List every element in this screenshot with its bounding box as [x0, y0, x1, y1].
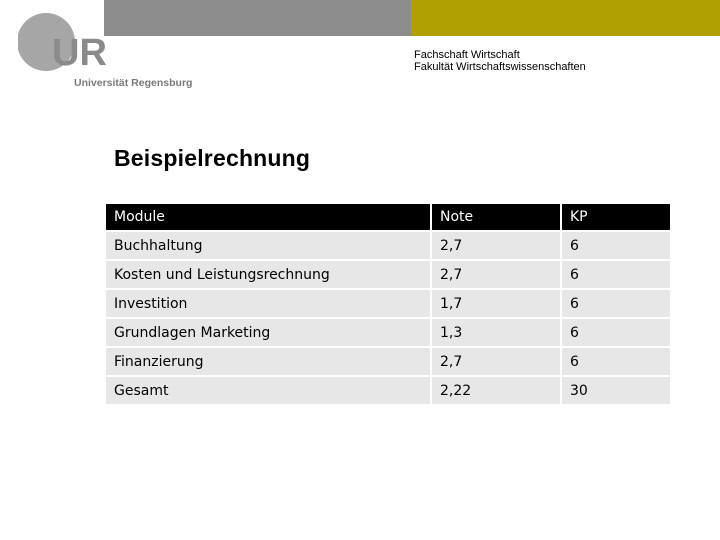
header-bar-olive [411, 0, 720, 36]
kp-cell: 6 [562, 261, 670, 288]
faculty-info [414, 49, 586, 73]
kp-cell: 6 [562, 319, 670, 346]
page-title: Beispielrechnung [114, 145, 311, 171]
module-cell: Grundlagen Marketing [106, 319, 432, 346]
module-cell: Finanzierung [106, 348, 432, 375]
module-cell: Buchhaltung [106, 232, 432, 259]
kp-cell: 6 [562, 232, 670, 259]
note-cell: 2,7 [432, 232, 562, 259]
kp-cell: 6 [562, 348, 670, 375]
column-header-kp: KP [562, 204, 670, 230]
university-name: Universität Regensburg [74, 77, 193, 89]
note-cell: 2,7 [432, 348, 562, 375]
faculty-name: Fachschaft Wirtschaft [414, 49, 520, 61]
table-row [106, 348, 670, 375]
column-header-note: Note [432, 204, 562, 230]
table-row [106, 319, 670, 346]
note-cell: 2,7 [432, 261, 562, 288]
module-cell: Gesamt [106, 377, 432, 404]
kp-cell: 6 [562, 290, 670, 317]
note-cell: 1,3 [432, 319, 562, 346]
logo-letters: UR [52, 32, 107, 74]
table-row [106, 261, 670, 288]
grades-table [106, 202, 670, 406]
table-row [106, 290, 670, 317]
kp-cell: 30 [562, 377, 670, 404]
table-row [106, 232, 670, 259]
university-logo [18, 10, 198, 94]
note-cell: 1,7 [432, 290, 562, 317]
note-cell: 2,22 [432, 377, 562, 404]
module-cell: Kosten und Leistungsrechnung [106, 261, 432, 288]
module-cell: Investition [106, 290, 432, 317]
column-header-module: Module [106, 204, 432, 230]
table-header-row [106, 204, 670, 230]
ur-logo-icon [18, 10, 198, 80]
faculty-subtitle: Fakultät Wirtschaftswissenschaften [414, 61, 586, 73]
table-row-total [106, 377, 670, 404]
